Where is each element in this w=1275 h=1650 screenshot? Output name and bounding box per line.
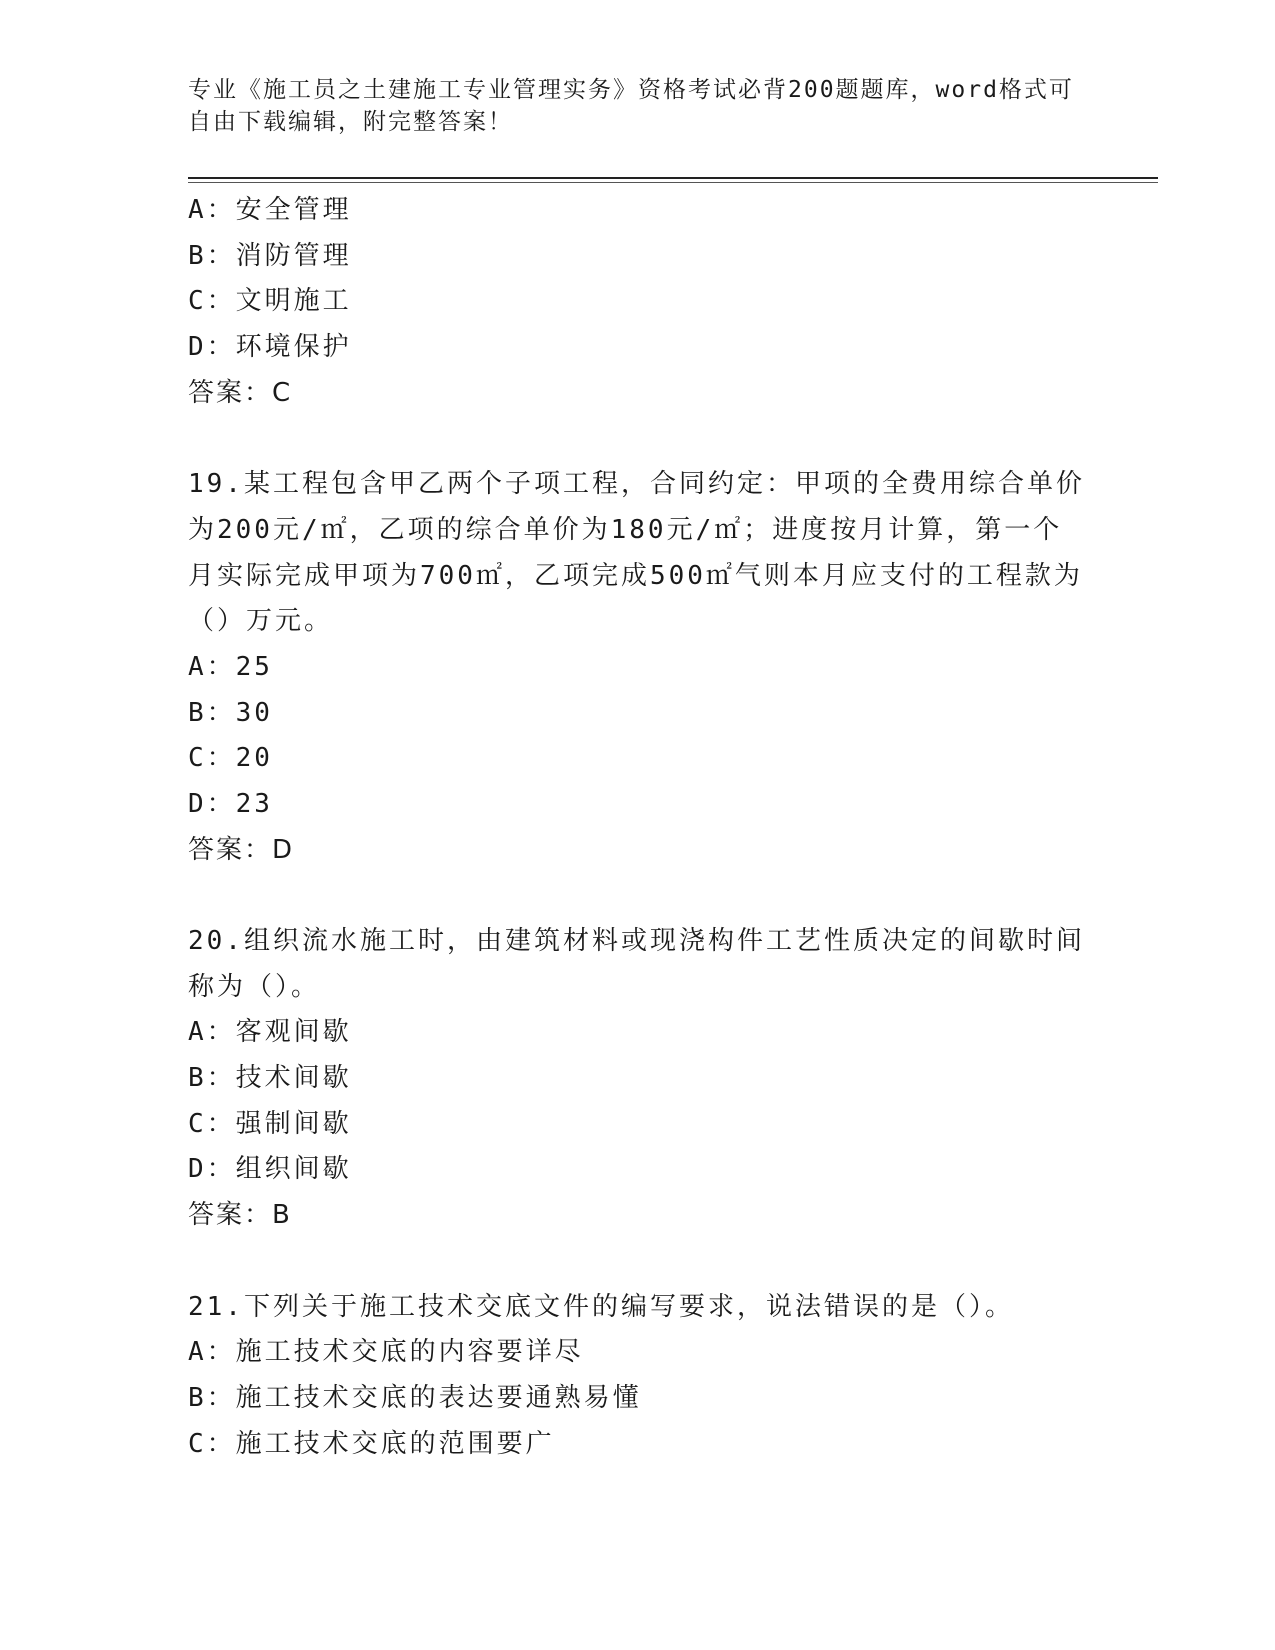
option-d: D：环境保护 bbox=[188, 332, 352, 363]
option-b: B：施工技术交底的表达要通熟易懂 bbox=[188, 1382, 642, 1413]
question-list bbox=[188, 188, 1088, 1467]
question-stem-line: 为200元/㎡，乙项的综合单价为180元/㎡；进度按月计算，第一个 bbox=[188, 514, 1063, 545]
option-a: A：客观间歇 bbox=[188, 1017, 352, 1048]
header-divider-thick bbox=[188, 177, 1158, 179]
question-stem-line: （）万元。 bbox=[188, 606, 334, 637]
question-20 bbox=[188, 919, 1088, 1239]
question-stem-line: 称为（）。 bbox=[188, 971, 321, 1002]
question-stem-line: 20.组织流水施工时，由建筑材料或现浇构件工艺性质决定的间歇时间 bbox=[188, 926, 1085, 956]
option-a: A：25 bbox=[188, 651, 273, 682]
option-b: B：30 bbox=[188, 697, 273, 728]
question-stem-line: 19.某工程包含甲乙两个子项工程，合同约定：甲项的全费用综合单价 bbox=[188, 469, 1085, 500]
option-c: C：20 bbox=[188, 743, 273, 774]
spacer bbox=[188, 416, 1088, 462]
option-b: B：消防管理 bbox=[188, 240, 352, 271]
option-a: A：安全管理 bbox=[188, 195, 352, 225]
question-stem-line: 21.下列关于施工技术交底文件的编写要求，说法错误的是（）。 bbox=[188, 1291, 1014, 1322]
question-21 bbox=[188, 1285, 1088, 1468]
option-d: D：组织间歇 bbox=[188, 1154, 352, 1185]
header-divider-thin bbox=[188, 182, 1158, 183]
header-line-1: 专业《施工员之土建施工专业管理实务》资格考试必背200题题库，word格式可 bbox=[188, 77, 1074, 103]
option-b: B：技术间歇 bbox=[188, 1063, 352, 1094]
spacer bbox=[188, 873, 1088, 919]
document-header bbox=[188, 74, 1088, 138]
option-c: C：施工技术交底的范围要广 bbox=[188, 1428, 555, 1459]
option-c: C：强制间歇 bbox=[188, 1108, 352, 1139]
option-a: A：施工技术交底的内容要详尽 bbox=[188, 1337, 584, 1368]
question-18 bbox=[188, 188, 1088, 416]
question-stem-line: 月实际完成甲项为700㎡，乙项完成500㎡气则本月应支付的工程款为 bbox=[188, 560, 1083, 591]
option-d: D：23 bbox=[188, 788, 273, 819]
question-19 bbox=[188, 462, 1088, 873]
header-line-2: 自由下载编辑，附完整答案！ bbox=[188, 109, 513, 135]
answer: 答案：C bbox=[188, 377, 293, 408]
option-c: C：文明施工 bbox=[188, 286, 352, 317]
spacer bbox=[188, 1239, 1088, 1285]
answer: 答案：D bbox=[188, 834, 295, 865]
answer: 答案：B bbox=[188, 1200, 292, 1231]
